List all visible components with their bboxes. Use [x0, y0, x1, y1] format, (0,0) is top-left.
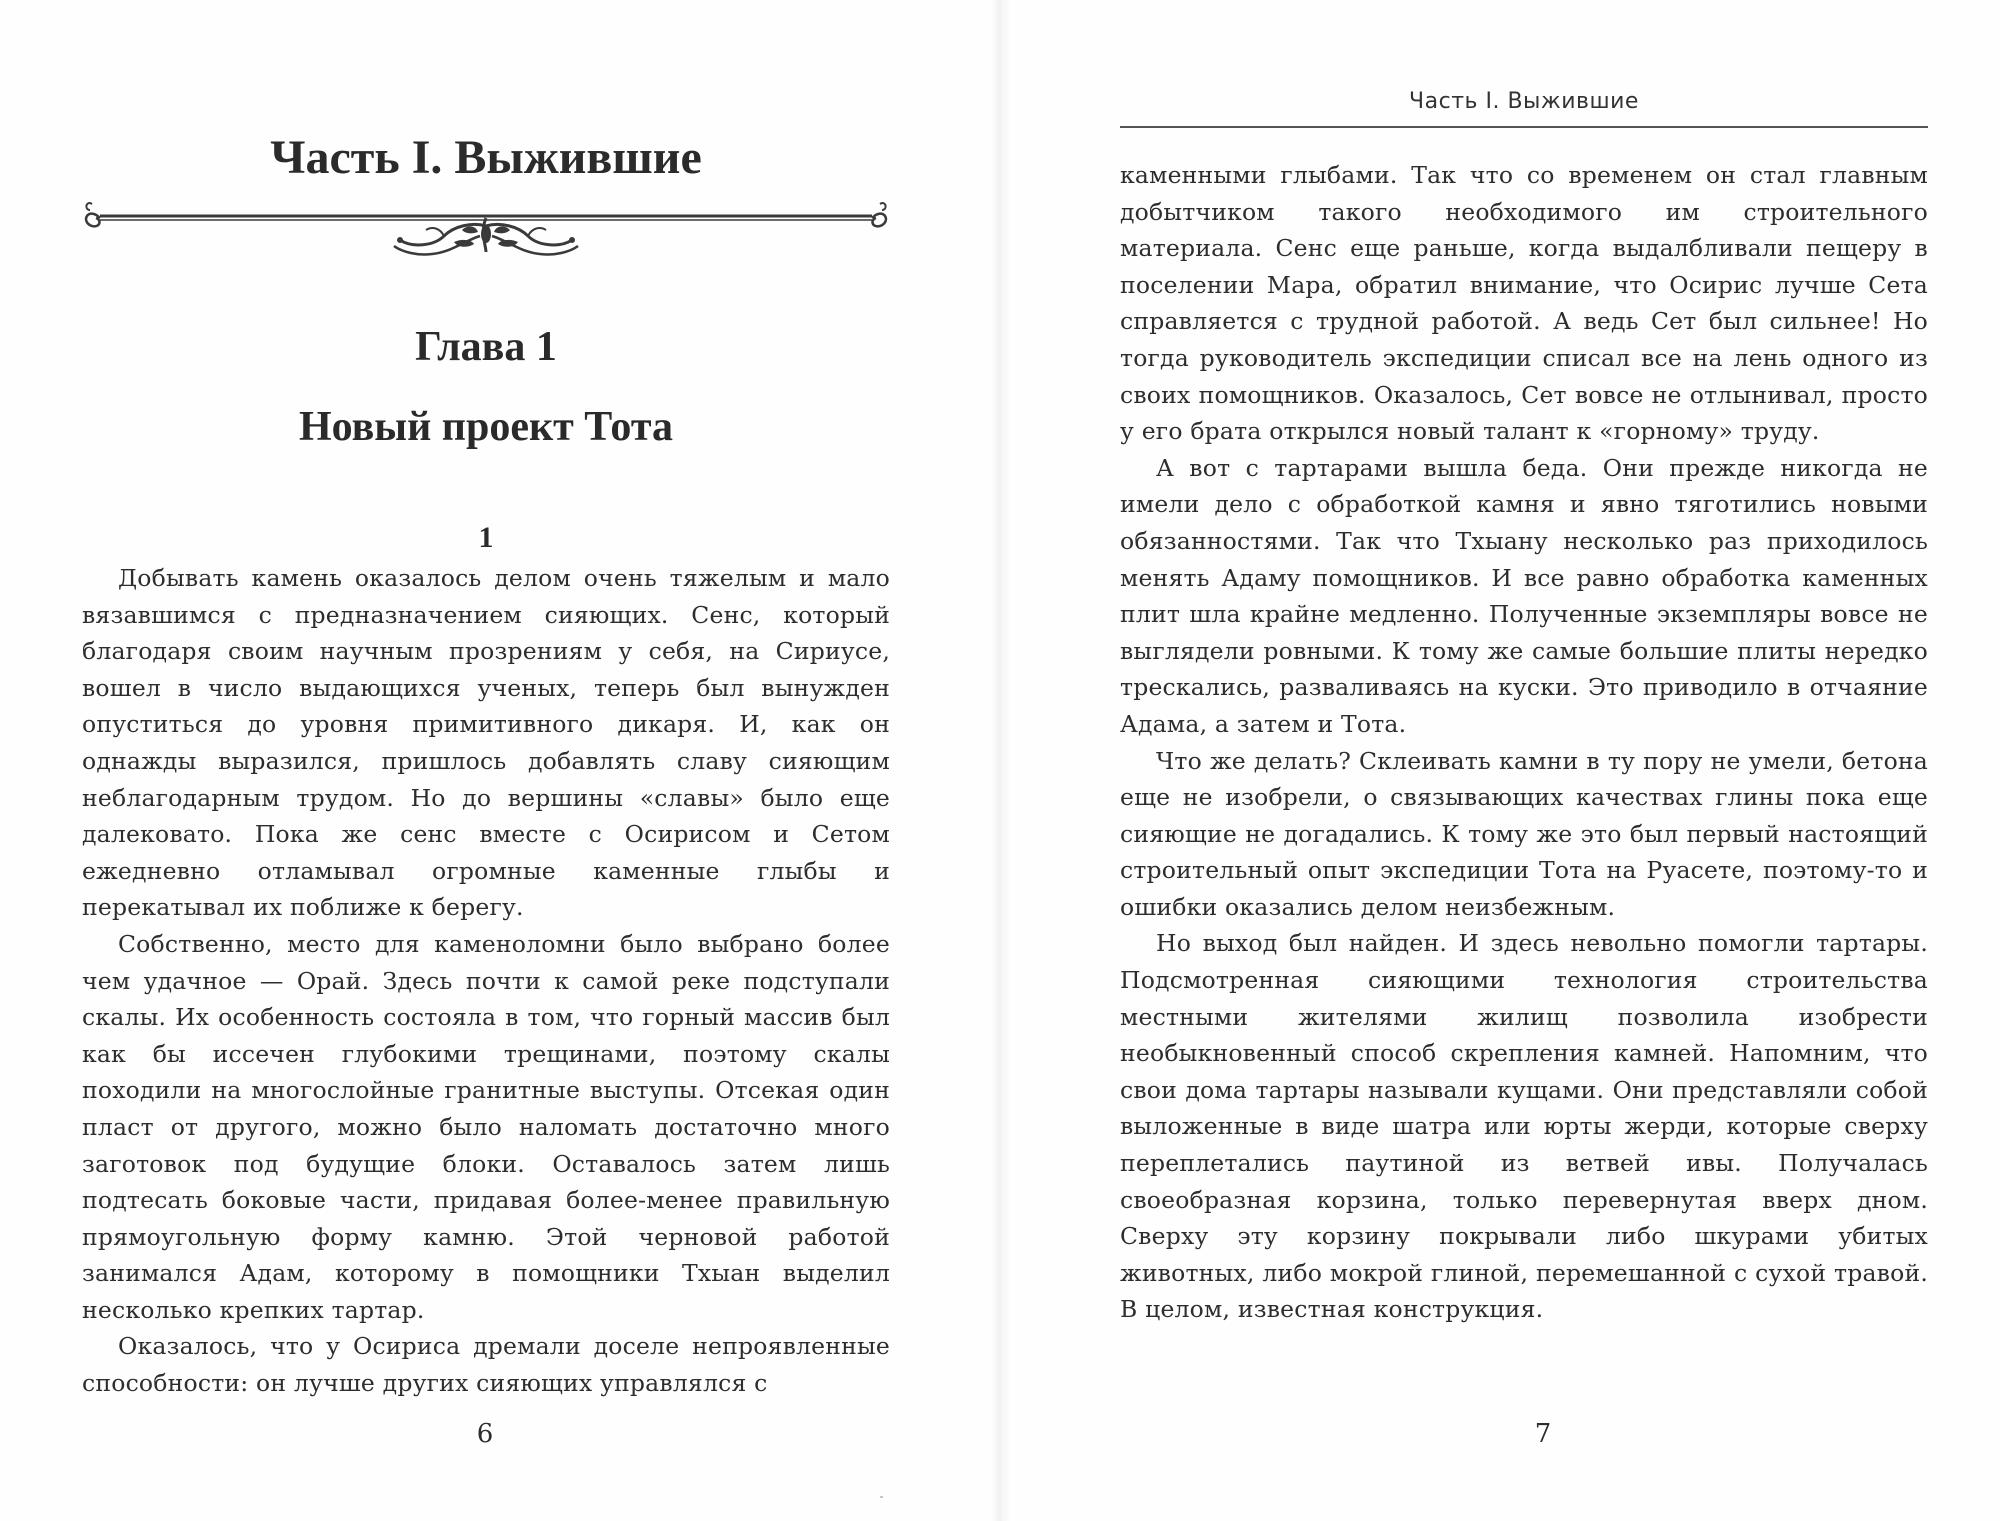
paragraph: Но выход был найден. И здесь невольно помогли тартары. Подсмотренная сияющими технология строительства местными жителями жилищ позволила изобрести необыкновенный способ скрепления камней. Напомним, что свои дома тартары называли кущами. Они представляли собой выложенные в виде шатра или юрты жерди, которые сверху переплетались паутиной из ветвей ивы. Получалась своеобразная корзина, только перевернутая вверх дном. Сверху эту корзину покрывали либо шкурами убитых животных, либо мокрой глиной, перемешанной с сухой травой. В целом, известная конструкция. — [1120, 929, 1928, 1324]
running-header: Часть I. Выжившие — [1409, 89, 1639, 114]
part-title: Часть I. Выжившие — [270, 131, 702, 184]
chapter-label: Глава 1 — [415, 324, 557, 370]
paragraph: Что же делать? Склеивать камни в ту пору не умели, бетона еще не изобрели, о связывающих качествах глины пока еще сияющие не догадались. К тому же это был первый настоящий строительный опыт экспедиции Тота на Руасете, поэтому-то и ошибки оказались делом неизбежным. — [1120, 746, 1928, 921]
left-page — [82, 0, 890, 1521]
section-number: 1 — [478, 521, 494, 554]
paragraph: Оказалось, что у Осириса дремали доселе непроявленные способности: он лучше других сияющих управлялся с — [82, 1332, 890, 1398]
decorative-ornament-icon — [82, 196, 890, 266]
paper-speck — [880, 1496, 883, 1498]
paragraph-continued: каменными глыбами. Так что со временем он стал главным добытчиком такого необходимого им строительного материала. Сенс еще раньше, когда выдалбливали пещеру в поселении Мара, обратил внимание, что Осирис лучше Сета справляется с трудной работой. А ведь Сет был сильнее! Но тогда руководитель экспедиции списал все на лень одного из своих помощников. Оказалось, Сет вовсе не отлынивал, просто у его брата открылся новый талант к «горному» труду. — [1120, 161, 1928, 446]
page-number-right: 7 — [1534, 1419, 1552, 1449]
book-gutter — [992, 0, 1010, 1521]
header-rule — [1120, 126, 1928, 128]
right-page-body — [1120, 157, 1928, 1328]
paragraph: А вот с тартарами вышла беда. Они прежде никогда не имели дело с обработкой камня и явно тяготились новыми обязанностями. Так что Тхыану несколько раз приходилось менять Адаму помощников. И все равно обработка каменных плит шла крайне медленно. Полученные экземпляры вовсе не выглядели ровными. К тому же самые большие плиты нередко трескались, разваливаясь на куски. Это приводило в отчаяние Адама, а затем и Тота. — [1120, 453, 1928, 738]
chapter-title: Новый проект Тота — [298, 404, 674, 450]
left-page-body — [82, 560, 890, 1402]
paragraph: Собственно, место для каменоломни было выбрано более чем удачное — Орай. Здесь почти к самой реке подступали скалы. Их особенность состояла в том, что горный массив был как бы иссечен глубокими трещинами, поэтому скалы походили на многослойные гранитные выступы. Отсекая один пласт от другого, можно было наломать достаточно много заготовок под будущие блоки. Оставалось затем лишь подтесать боковые части, придавая более-менее правильную прямоугольную форму камню. Этой черновой работой занимался Адам, которому в помощники Тхыан выделил несколько крепких тартар. — [82, 929, 890, 1324]
paragraph: Добывать камень оказалось делом очень тяжелым и мало вязавшимся с предназначением сияющих. Сенс, который благодаря своим научным прозрениям у себя, на Сириусе, вошел в число выдающихся ученых, теперь был вынужден опуститься до уровня примитивного дикаря. И, как он однажды выразился, пришлось добавлять славу сияющим неблагодарным трудом. Но до вершины «славы» было еще далековато. Пока же сенс вместе с Осирисом и Сетом ежедневно отламывал огромные каменные глыбы и перекатывал их поближе к берегу. — [82, 564, 890, 922]
page-number-left: 6 — [476, 1419, 494, 1449]
